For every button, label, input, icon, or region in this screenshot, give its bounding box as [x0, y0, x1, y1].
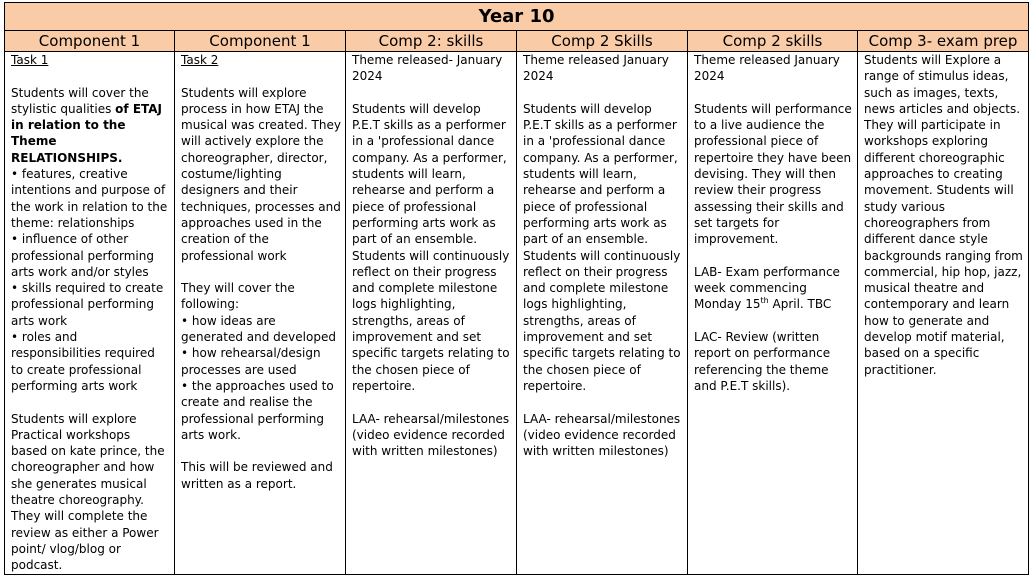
cell-text: Students will develop P.E.T skills as a performer in a 'professional dance company. As a performer, students will learn, rehearse and perform a piece of professional performing arts work as part of an ensemble. Students will continuously reflect on their progress and complete milestone logs highlighting, strengths, areas of improvement and set specific targets relating to the chosen piece of repertoire. — [352, 101, 514, 393]
cell-text: Students will performance to a live audience the professional piece of repertoire they have been devising. They will then review their progress assessing their skills and set targets for improvement. — [694, 101, 856, 247]
task-label: Task 1 — [11, 53, 49, 67]
intro-text: Students will cover the stylistic qualities — [11, 85, 153, 116]
cell-text: Students will develop P.E.T skills as a performer in a 'professional dance company. As a performer, students will learn, rehearse and perform a piece of professional performing arts work as part of an ensemble. Students will continuously reflect on their progress and complete milestone logs highlighting, strengths, areas of improvement and set specific targets relating to the chosen piece of repertoire. — [523, 101, 685, 393]
theme-released-text: Theme released January 2024 — [523, 53, 673, 84]
cell-text: Students will Explore a range of stimulus ideas, such as images, texts, news articles and objects. They will participate in workshops exploring different choreographic approaches to creating movement. Students will study various choreographers from different dance style backgrounds ranging from commercial, hip hop, jazz, musical theatre and contemporary and learn how to generate and develop motif material, based on a specific practitioner. — [864, 53, 1027, 377]
year10-table — [4, 2, 1029, 575]
column-header: Comp 3- exam prep — [858, 31, 1029, 52]
intro-bold-text: of ETAJ in relation to the Theme RELATIONSHIPS. — [11, 101, 167, 165]
column-header: Comp 2 skills — [688, 31, 858, 52]
theme-released-text: Theme released January 2024 — [694, 53, 844, 84]
laa-text: LAA- rehearsal/milestones (video evidence recorded with written milestones) — [352, 411, 514, 459]
cell-comp2-skills-a — [346, 52, 517, 575]
cell-text: Students will explore process in how ETAJ the musical was created. They will actively explore the choreographer, director, costume/lighting designers and their techniques, processes and approaches used in the creation of the professional work — [181, 85, 345, 263]
task-label: Task 2 — [181, 53, 219, 67]
bullet-item: • skills required to create professional performing arts work — [11, 281, 168, 328]
cell-comp2-skills-b — [517, 52, 688, 575]
cell-text: This will be reviewed and written as a report. — [181, 460, 337, 491]
bullet-item: • how rehearsal/design processes are used — [181, 346, 325, 377]
bullet-item: • the approaches used to create and realise the professional performing arts work. — [181, 378, 338, 442]
cell-comp2-skills-c — [688, 52, 858, 575]
theme-released-text: Theme released- January 2024 — [352, 53, 507, 84]
cell-text: They will cover the following: — [181, 281, 299, 312]
column-header: Comp 2 Skills — [517, 31, 688, 52]
bullet-item: • roles and responsibilities required to create professional performing arts work — [11, 330, 159, 393]
column-header: Comp 2: skills — [346, 31, 517, 52]
cell-component1-task2 — [175, 52, 346, 575]
column-header: Component 1 — [5, 31, 175, 52]
bullet-item: • features, creative intentions and purpose of the work in relation to the theme: relationships — [11, 167, 172, 230]
lab-text: LAB- Exam performance week commencing Monday 15th April. TBC — [694, 264, 844, 312]
lac-text: LAC- Review (written report on performance referencing the theme and P.E.T skills). — [694, 330, 834, 393]
cell-component1-task1 — [5, 52, 175, 575]
table-title: Year 10 — [5, 3, 1029, 31]
cell-text: Students will explore Practical workshops based on kate prince, the choreographer and how she generates musical theatre choreography. They will complete the review as either a Power point/ vlog/blog or podcast. — [11, 411, 169, 573]
column-header: Component 1 — [175, 31, 346, 52]
bullet-item: • how ideas are generated and developed — [181, 313, 336, 345]
cell-comp3-exam-prep — [858, 52, 1029, 575]
cell-text — [11, 85, 170, 166]
bullet-item: • influence of other professional performing arts work and/or styles — [11, 232, 158, 279]
laa-text: LAA- rehearsal/milestones (video evidence recorded with written milestones) — [523, 411, 685, 459]
